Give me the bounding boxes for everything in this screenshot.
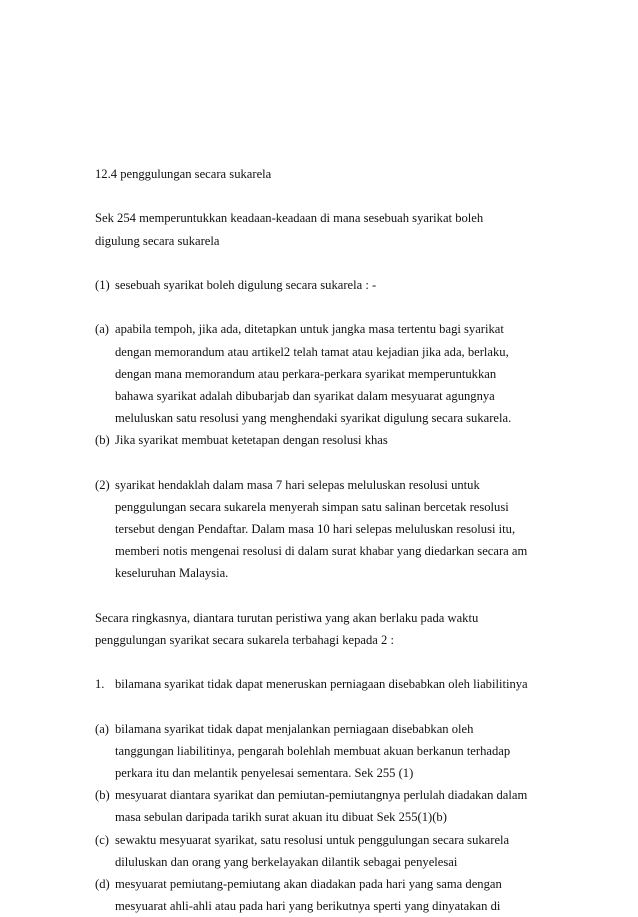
list-marker: (1) — [95, 277, 110, 292]
spacer — [95, 451, 545, 473]
point-1 — [95, 673, 545, 695]
intro-paragraph — [95, 207, 545, 251]
list-item-line: bilamana syarikat tidak dapat meneruskan perniagaan disebabkan oleh liabilitinya — [115, 677, 528, 692]
document-page — [95, 163, 545, 917]
list-item-line: mesyuarat ahli-ahli atau pada hari yang berikutnya sperti yang dinyatakan di — [115, 899, 501, 914]
list-item-line: meluluskan satu resolusi yang menghendaki syarikat digulung secara sukarela. — [115, 411, 512, 426]
list-item-2 — [95, 474, 545, 585]
list-item-line: bahawa syarikat adalah dibubarjab dan syarikat dalam mesyuarat agungnya — [115, 388, 495, 403]
list-item-line: perkara itu dan melantik penyelesai sementara. Sek 255 (1) — [115, 766, 414, 781]
list-item-b — [95, 429, 545, 451]
intro-line: Sek 254 memperuntukkan keadaan-keadaan di mana sesebuah syarikat boleh — [95, 211, 484, 226]
sub-item-a — [95, 718, 545, 785]
list-item-line: syarikat hendaklah dalam masa 7 hari selepas meluluskan resolusi untuk — [115, 477, 480, 492]
spacer — [95, 696, 545, 718]
list-item-line: mesyuarat pemiutang-pemiutang akan diadakan pada hari yang sama dengan — [115, 877, 502, 891]
list-marker: (2) — [95, 477, 110, 492]
list-item-line: bilamana syarikat tidak dapat menjalankan perniagaan disebabkan oleh — [115, 721, 474, 736]
spacer — [95, 585, 545, 607]
list-item-line: keseluruhan Malaysia. — [115, 566, 229, 581]
section-heading: 12.4 penggulungan secara sukarela — [95, 167, 272, 181]
list-marker: 1. — [95, 677, 105, 692]
list-marker: (a) — [95, 721, 109, 736]
sub-item-c — [95, 829, 545, 873]
list-item-line: dengan memorandum atau artikel2 telah tamat atau kejadian jika ada, berlaku, — [115, 344, 509, 359]
spacer — [95, 185, 545, 207]
list-marker: (b) — [95, 788, 110, 803]
spacer — [95, 296, 545, 318]
list-marker: (b) — [95, 433, 110, 448]
list-marker: (c) — [95, 832, 109, 847]
list-item-line: Jika syarikat membuat ketetapan dengan resolusi khas — [115, 433, 388, 448]
summary-paragraph — [95, 607, 545, 651]
summary-line: Secara ringkasnya, diantara turutan peristiwa yang akan berlaku pada waktu — [95, 610, 479, 625]
list-item-line: penggulungan secara sukarela menyerah simpan satu salinan bercetak resolusi — [115, 499, 509, 514]
list-item-line: diluluskan dan orang yang berkelayakan dilantik sebagai penyelesai — [115, 854, 458, 869]
list-marker: (a) — [95, 322, 109, 337]
spacer — [95, 651, 545, 673]
list-item-line: sesebuah syarikat boleh digulung secara sukarela : - — [115, 277, 377, 292]
list-item-1 — [95, 274, 545, 296]
intro-line: digulung secara sukarela — [95, 233, 220, 248]
list-item-line: mesyuarat diantara syarikat dan pemiutan-pemiutangnya perlulah diadakan dalam — [115, 788, 528, 803]
summary-line: penggulungan syarikat secara sukarela terbahagi kepada 2 : — [95, 632, 394, 647]
list-item-line: dengan mana memorandum atau perkara-perkara syarikat memperuntukkan — [115, 366, 497, 381]
list-item-line: tersebut dengan Pendaftar. Dalam masa 10 hari selepas meluluskan resolusi itu, — [115, 522, 516, 536]
spacer — [95, 252, 545, 274]
sub-item-d — [95, 873, 545, 917]
list-item-line: tanggungan liabilitinya, pengarah bolehlah membuat akuan berkanun terhadap — [115, 743, 511, 758]
list-item-a — [95, 318, 545, 429]
list-item-line: apabila tempoh, jika ada, ditetapkan untuk jangka masa tertentu bagi syarikat — [115, 322, 504, 337]
list-item-line: masa sebulan daripada tarikh surat akuan itu dibuat Sek 255(1)(b) — [115, 810, 447, 825]
list-item-line: memberi notis mengenai resolusi di dalam surat khabar yang diedarkan secara am — [115, 544, 528, 559]
list-marker: (d) — [95, 877, 110, 891]
list-item-line: sewaktu mesyuarat syarikat, satu resolusi untuk penggulungan secara sukarela — [115, 832, 510, 847]
sub-item-b — [95, 784, 545, 828]
